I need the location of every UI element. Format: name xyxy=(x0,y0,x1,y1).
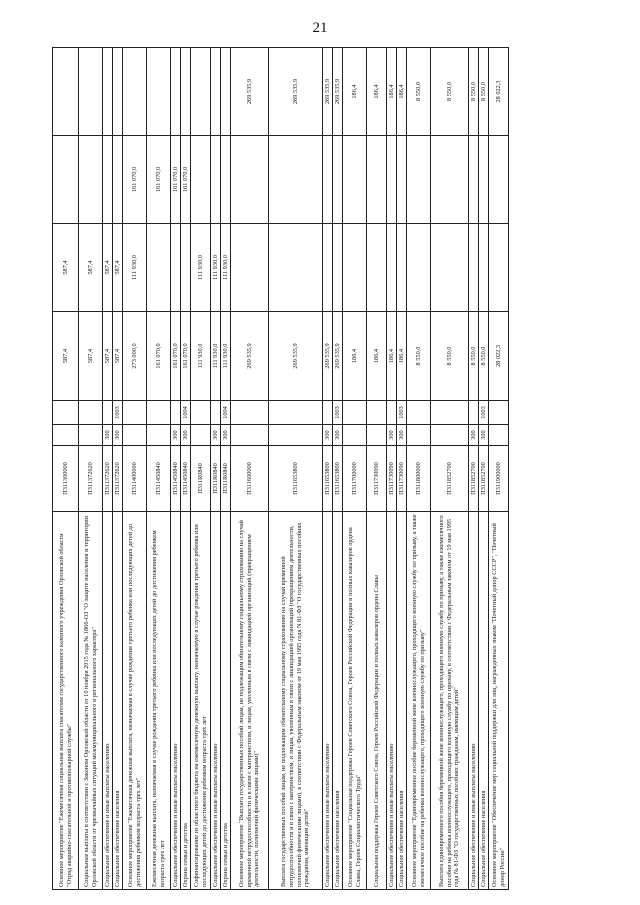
row-kosgu: 1003 xyxy=(397,401,407,425)
row-value-4: 8 550,0 xyxy=(479,48,489,136)
row-value-4 xyxy=(53,48,79,136)
row-code: П311450840 xyxy=(181,446,191,512)
row-value-1: 8 550,0 xyxy=(407,312,431,401)
row-code: П311730090 xyxy=(397,446,407,512)
table-row xyxy=(113,48,123,890)
row-value-2 xyxy=(479,224,489,312)
row-value-3 xyxy=(489,136,509,224)
row-value-4: 269 535,9 xyxy=(323,48,333,136)
row-vr: 300 xyxy=(221,425,231,446)
table-row xyxy=(123,48,147,890)
row-vr xyxy=(53,425,79,446)
row-value-4: 8 550,0 xyxy=(407,48,431,136)
row-value-4: 269 535,9 xyxy=(231,48,269,136)
row-value-2: 111 930,0 xyxy=(123,224,147,312)
row-vr: 300 xyxy=(397,425,407,446)
row-value-4 xyxy=(123,48,147,136)
budget-table xyxy=(52,47,509,890)
row-kosgu xyxy=(407,401,431,425)
row-value-3 xyxy=(479,136,489,224)
row-value-1: 28 022,3 xyxy=(489,312,509,401)
row-vr: 300 xyxy=(113,425,123,446)
row-name: Софинансирование из областного бюджета на ежемесячную денежную выплату, назначаемую в случае рождения третьего ребенка или последующих детей до достижения ребенком возраста трех лет xyxy=(191,512,211,890)
table-row xyxy=(323,48,333,890)
row-value-1: 161 070,0 xyxy=(147,312,171,401)
table-row xyxy=(221,48,231,890)
row-value-2 xyxy=(231,224,269,312)
row-kosgu: 1003 xyxy=(333,401,343,425)
row-value-4 xyxy=(79,48,103,136)
row-value-2 xyxy=(333,224,343,312)
row-value-3 xyxy=(323,136,333,224)
row-value-3 xyxy=(431,136,469,224)
row-code: П311400000 xyxy=(123,446,147,512)
row-vr xyxy=(407,425,431,446)
row-value-4 xyxy=(147,48,171,136)
table-row xyxy=(469,48,479,890)
row-value-2 xyxy=(181,224,191,312)
row-value-4 xyxy=(113,48,123,136)
row-vr: 300 xyxy=(479,425,489,446)
row-value-3 xyxy=(221,136,231,224)
row-vr xyxy=(269,425,323,446)
row-kosgu xyxy=(343,401,367,425)
row-value-4 xyxy=(103,48,113,136)
table-row xyxy=(103,48,113,890)
row-value-2 xyxy=(269,224,323,312)
row-vr xyxy=(79,425,103,446)
row-code: П311653800 xyxy=(323,446,333,512)
row-value-4: 186,4 xyxy=(387,48,397,136)
row-name: Основное мероприятие "Ежемесячная денежная выплата, назначаемая в случае рождения третьего ребенка или последующих детей до достижения ребенком возраста трех лет" xyxy=(123,512,147,890)
row-kosgu xyxy=(323,401,333,425)
row-value-4: 186,4 xyxy=(343,48,367,136)
row-value-4: 269 535,9 xyxy=(333,48,343,136)
row-value-3 xyxy=(343,136,367,224)
row-code: П311R0840 xyxy=(191,446,211,512)
row-value-1: 186,4 xyxy=(367,312,387,401)
row-value-1: 161 070,0 xyxy=(181,312,191,401)
row-name: Социальное обеспечение и иные выплаты населению xyxy=(469,512,479,890)
row-value-4: 8 550,0 xyxy=(431,48,469,136)
row-vr: 300 xyxy=(211,425,221,446)
table-row xyxy=(397,48,407,890)
table-row xyxy=(343,48,367,890)
row-code: П311R0840 xyxy=(211,446,221,512)
row-value-2: 111 930,0 xyxy=(191,224,211,312)
row-value-2 xyxy=(387,224,397,312)
row-vr xyxy=(231,425,269,446)
row-value-4 xyxy=(191,48,211,136)
table-row xyxy=(479,48,489,890)
row-kosgu xyxy=(269,401,323,425)
row-value-3 xyxy=(231,136,269,224)
row-value-3 xyxy=(469,136,479,224)
row-value-2: 111 930,0 xyxy=(211,224,221,312)
row-vr: 300 xyxy=(387,425,397,446)
row-value-4: 186,4 xyxy=(367,48,387,136)
row-value-1: 587,4 xyxy=(79,312,103,401)
table-row xyxy=(171,48,181,890)
row-value-4: 269 535,9 xyxy=(269,48,323,136)
row-code: П311730090 xyxy=(367,446,387,512)
table-row xyxy=(387,48,397,890)
row-name: Социальное обеспечение населения xyxy=(479,512,489,890)
row-code: П311372620 xyxy=(113,446,123,512)
row-name: Социальное обеспечение и иные выплаты населению xyxy=(323,512,333,890)
row-code: П311852700 xyxy=(479,446,489,512)
row-kosgu xyxy=(53,401,79,425)
row-value-2: 587,4 xyxy=(79,224,103,312)
table-row xyxy=(147,48,171,890)
row-name: Социальная поддержка Героев Советского Союза, Героев Российской Федерации и полных кавалеров ордена Славы xyxy=(367,512,387,890)
row-kosgu: 1004 xyxy=(221,401,231,425)
row-value-3 xyxy=(53,136,79,224)
row-kosgu xyxy=(123,401,147,425)
row-value-1: 587,4 xyxy=(53,312,79,401)
row-name: Основное мероприятие "Обеспечение мер социальной поддержки для лиц, награжденных знаком "Почетный донор СССР", "Почетный донор России" xyxy=(489,512,509,890)
table-row xyxy=(367,48,387,890)
row-value-1: 269 535,9 xyxy=(333,312,343,401)
row-vr xyxy=(147,425,171,446)
row-value-1: 111 930,0 xyxy=(191,312,211,401)
row-kosgu xyxy=(103,401,113,425)
table-row xyxy=(431,48,469,890)
row-value-1: 111 930,0 xyxy=(211,312,221,401)
row-name: Социальное обеспечение и иные выплаты населению xyxy=(211,512,221,890)
row-value-1: 587,4 xyxy=(103,312,113,401)
row-name: Социальное обеспечение населения xyxy=(333,512,343,890)
row-value-4: 28 022,3 xyxy=(489,48,509,136)
row-code: П311450840 xyxy=(147,446,171,512)
row-value-1: 186,4 xyxy=(343,312,367,401)
row-kosgu: 1004 xyxy=(181,401,191,425)
row-value-3 xyxy=(79,136,103,224)
row-name: Основное мероприятие "Ежемесячная социальная выплата спасателям государственного казенного учреждения Орловской области "Отряд аварийно-спасательной и противопожарной службы" xyxy=(53,512,79,890)
row-vr: 300 xyxy=(469,425,479,446)
row-value-2 xyxy=(407,224,431,312)
row-value-1: 269 535,9 xyxy=(323,312,333,401)
row-value-2: 587,4 xyxy=(53,224,79,312)
row-value-1: 273 000,0 xyxy=(123,312,147,401)
row-kosgu xyxy=(191,401,211,425)
budget-table-frame xyxy=(52,48,572,890)
table-row xyxy=(489,48,509,890)
row-code: П311900000 xyxy=(489,446,509,512)
table-row xyxy=(231,48,269,890)
row-value-3 xyxy=(191,136,211,224)
row-value-2 xyxy=(171,224,181,312)
row-value-3: 161 070,0 xyxy=(147,136,171,224)
row-value-2 xyxy=(343,224,367,312)
row-value-3 xyxy=(269,136,323,224)
row-value-3 xyxy=(367,136,387,224)
row-vr xyxy=(367,425,387,446)
row-value-2: 111 930,0 xyxy=(221,224,231,312)
row-value-2 xyxy=(147,224,171,312)
row-value-2 xyxy=(489,224,509,312)
row-name: Социальные выплаты в соответствии с Законом Орловской области от 10 ноября 2015 года № 1866-ОЗ "О защите населения и территории Орловской области от чрезвычайных ситуаций межмуниципального и регионального характера" xyxy=(79,512,103,890)
row-name: Ежемесячная денежная выплата, назначаемая в случае рождения третьего ребенка или последующих детей до достижения ребенком возраста трех лет xyxy=(147,512,171,890)
table-row xyxy=(79,48,103,890)
row-value-3 xyxy=(211,136,221,224)
table-row xyxy=(333,48,343,890)
row-name: Основное мероприятие "Единовременное пособие беременной жене военнослужащего, проходящего военную службу по призыву, а также ежемесячное пособие на ребенка военнослужащего, проходящего военную службу по призыву" xyxy=(407,512,431,890)
row-kosgu xyxy=(147,401,171,425)
row-value-1: 269 535,9 xyxy=(269,312,323,401)
row-kosgu xyxy=(211,401,221,425)
row-code: П311450840 xyxy=(171,446,181,512)
row-code: П311653800 xyxy=(333,446,343,512)
row-value-3 xyxy=(113,136,123,224)
row-value-2 xyxy=(367,224,387,312)
table-row xyxy=(53,48,79,890)
row-code: П311372620 xyxy=(79,446,103,512)
row-code: П311730090 xyxy=(387,446,397,512)
row-value-1: 8 550,0 xyxy=(469,312,479,401)
row-value-2: 587,4 xyxy=(103,224,113,312)
table-row xyxy=(181,48,191,890)
row-value-1: 8 550,0 xyxy=(479,312,489,401)
row-value-4: 186,4 xyxy=(397,48,407,136)
row-value-2 xyxy=(469,224,479,312)
row-name: Социальное обеспечение населения xyxy=(113,512,123,890)
row-kosgu xyxy=(469,401,479,425)
row-vr: 300 xyxy=(333,425,343,446)
row-name: Основное мероприятие "Социальная поддержка Героев Советского Союза, Героев Российской Федерации и полных кавалеров ордена Славы, Героев Социалистического Труда" xyxy=(343,512,367,890)
row-value-1: 186,4 xyxy=(387,312,397,401)
row-vr xyxy=(489,425,509,446)
row-value-3: 161 070,0 xyxy=(181,136,191,224)
table-row xyxy=(407,48,431,890)
page-number: 21 xyxy=(312,20,328,36)
row-value-3 xyxy=(397,136,407,224)
row-vr xyxy=(343,425,367,446)
row-value-1: 111 930,0 xyxy=(221,312,231,401)
row-name: Социальное обеспечение и иные выплаты населению xyxy=(387,512,397,890)
row-name: Выплата единовременного пособия беременной жене военнослужащего, проходящего военную службу по призыву, а также ежемесячного пособия на ребенка военнослужащего, проходящего военную службу по призыву, в соответствии с Федеральным законом от 19 мая 1995 года № 81-ФЗ "О государственных пособиях гражданам, имеющим детей" xyxy=(431,512,469,890)
row-vr: 300 xyxy=(171,425,181,446)
row-code: П311852700 xyxy=(431,446,469,512)
row-kosgu: 1003 xyxy=(479,401,489,425)
row-kosgu: 1003 xyxy=(113,401,123,425)
row-code: П311800000 xyxy=(407,446,431,512)
row-value-4: 8 550,0 xyxy=(469,48,479,136)
row-vr: 300 xyxy=(103,425,113,446)
row-kosgu xyxy=(79,401,103,425)
row-name: Выплата государственных пособий лицам, не подлежащим обязательному социальному страхованию на случай временной нетрудоспособности и в связи с материнством, и лицам, уволенным в связи с ликвидацией организаций (прекращением деятельности, полномочий физическими лицами), в соответствии с Федеральным законом от 19 мая 1995 года N 81-ФЗ "О государственных пособиях гражданам, имеющим детей" xyxy=(269,512,323,890)
row-value-2 xyxy=(397,224,407,312)
row-value-2: 587,4 xyxy=(113,224,123,312)
row-code: П311600000 xyxy=(231,446,269,512)
row-vr: 300 xyxy=(181,425,191,446)
row-code: П311372620 xyxy=(103,446,113,512)
row-value-3 xyxy=(103,136,113,224)
table-row xyxy=(269,48,323,890)
row-kosgu xyxy=(489,401,509,425)
row-name: Основное мероприятие "Выплата государственных пособий лицам, не подлежащим обязательному социальному страхованию на случай временной нетрудоспособности и в связи с материнством, и лицам, уволенным в связи с ликвидацией организаций (прекращением деятельности, полномочий физическими лицами)" xyxy=(231,512,269,890)
row-name: Социальное обеспечение и иные выплаты населению xyxy=(103,512,113,890)
row-value-1: 269 535,9 xyxy=(231,312,269,401)
row-code: П311653800 xyxy=(269,446,323,512)
row-name: Охрана семьи и детства xyxy=(221,512,231,890)
row-name: Социальное обеспечение населения xyxy=(397,512,407,890)
row-value-1: 8 550,0 xyxy=(431,312,469,401)
row-value-1: 161 070,0 xyxy=(171,312,181,401)
row-vr xyxy=(123,425,147,446)
row-code: П311R0840 xyxy=(221,446,231,512)
row-value-3 xyxy=(333,136,343,224)
row-kosgu xyxy=(171,401,181,425)
row-value-4 xyxy=(171,48,181,136)
row-name: Социальное обеспечение и иные выплаты населению xyxy=(171,512,181,890)
row-kosgu xyxy=(387,401,397,425)
row-value-2 xyxy=(431,224,469,312)
row-code: П311852700 xyxy=(469,446,479,512)
row-code: П311700000 xyxy=(343,446,367,512)
row-vr xyxy=(191,425,211,446)
table-row xyxy=(191,48,211,890)
row-value-4 xyxy=(181,48,191,136)
table-row xyxy=(211,48,221,890)
row-value-3 xyxy=(387,136,397,224)
row-value-2 xyxy=(323,224,333,312)
row-value-1: 587,4 xyxy=(113,312,123,401)
row-value-3: 161 070,0 xyxy=(123,136,147,224)
row-value-3: 161 070,0 xyxy=(171,136,181,224)
row-value-3 xyxy=(407,136,431,224)
row-value-4 xyxy=(211,48,221,136)
row-value-1: 186,4 xyxy=(397,312,407,401)
row-code: П311300000 xyxy=(53,446,79,512)
row-kosgu xyxy=(231,401,269,425)
row-kosgu xyxy=(431,401,469,425)
row-vr: 300 xyxy=(323,425,333,446)
row-kosgu xyxy=(367,401,387,425)
row-name: Охрана семьи и детства xyxy=(181,512,191,890)
row-value-4 xyxy=(221,48,231,136)
row-vr xyxy=(431,425,469,446)
